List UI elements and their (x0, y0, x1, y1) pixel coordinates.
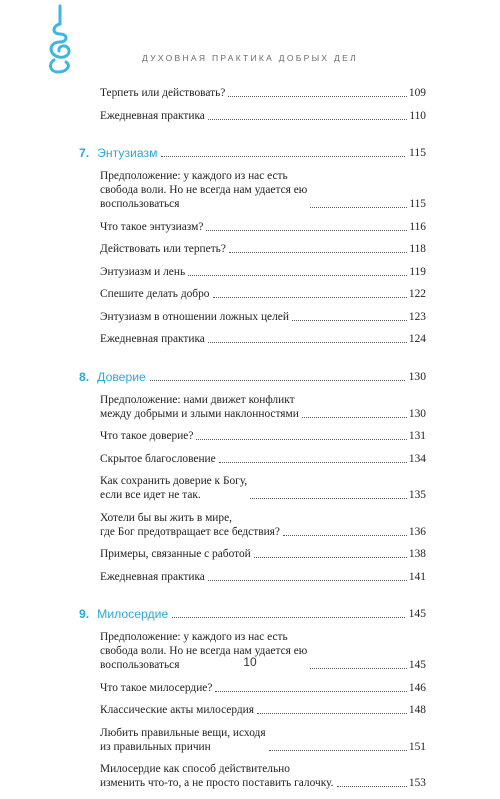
toc-entry-title (100, 220, 203, 234)
chapter-page: 145 (408, 607, 426, 620)
toc-entry-title-line: Ежедневная практика (100, 333, 205, 345)
toc-entry[interactable] (79, 474, 426, 502)
toc-entry-title-line: Предположение: нами движет конфликт (100, 393, 295, 406)
toc-entry-title (100, 681, 212, 695)
toc-entry-title-line: где Бог предотвращает все бедствия? (100, 525, 280, 538)
toc-entry-title-line: воспользоваться (100, 198, 180, 210)
toc-entry-title-line: изменить что-то, а не просто поставить галочку. (100, 777, 334, 789)
toc-entry-title-line: Что такое энтузиазм? (100, 220, 204, 233)
toc-entry-title-line: Энтузиазм в отношении ложных целей (100, 310, 289, 323)
dot-leader (161, 156, 405, 157)
toc-entry-page: 109 (408, 87, 426, 99)
toc-entry-title (100, 287, 210, 301)
dot-leader (283, 535, 407, 536)
toc-entry-title (100, 452, 216, 466)
toc-entry-page: 122 (408, 288, 426, 300)
toc-entry[interactable] (79, 726, 426, 754)
toc-entry-page: 124 (408, 333, 426, 345)
table-of-contents (79, 86, 426, 799)
dot-leader (337, 786, 407, 787)
toc-entry-page: 146 (408, 681, 426, 694)
toc-entry-title (100, 726, 266, 754)
toc-entry-page: 145 (408, 659, 426, 671)
toc-entry-page: 118 (409, 243, 426, 255)
toc-entry-page: 110 (409, 109, 426, 122)
toc-entry-title (100, 511, 280, 539)
chapter-number: 9. (79, 607, 90, 621)
chapter-page: 115 (409, 146, 426, 159)
toc-entry[interactable] (79, 287, 426, 301)
toc-entry-page: 141 (408, 570, 426, 583)
toc-entry-title-line: Как сохранить доверие к Богу, (100, 475, 248, 487)
toc-entry-page: 135 (408, 489, 426, 501)
toc-entry[interactable] (79, 703, 426, 717)
toc-entry-page: 136 (408, 525, 426, 538)
chapter-spacer (79, 592, 426, 606)
chapter-number: 8. (79, 369, 90, 384)
dot-leader (208, 342, 407, 343)
chapter-spacer (79, 355, 426, 369)
toc-entry-title-line: свобода воли. Но не всегда нам удается ею (100, 184, 308, 196)
dot-leader (206, 230, 407, 231)
dot-leader (208, 119, 407, 120)
page-number: 10 (243, 655, 257, 669)
toc-entry-title-line: Что такое доверие? (100, 430, 194, 442)
dot-leader (310, 207, 407, 208)
toc-entry-title-line: Предположение: у каждого из нас есть (100, 170, 288, 182)
toc-entry[interactable] (79, 429, 426, 443)
toc-entry-title-line: если все идет не так. (100, 489, 201, 501)
toc-entry-title-line: Что такое милосердие? (100, 681, 213, 694)
toc-entry-title (100, 429, 193, 443)
chapter-heading[interactable] (79, 606, 426, 622)
toc-entry-title-line: Классические акты милосердия (100, 704, 255, 716)
dot-leader (257, 713, 407, 714)
toc-entry-title-line: между добрыми и злыми наклонностями (100, 407, 299, 420)
chapter-title: Милосердие (97, 607, 169, 621)
toc-entry-title-line: Терпеть или действовать? (100, 87, 226, 99)
dot-leader (250, 498, 407, 499)
toc-entry-title (100, 547, 251, 561)
chapter-number: 7. (79, 146, 90, 160)
toc-entry-title-line: воспользоваться (100, 659, 180, 671)
chapter-page: 130 (408, 369, 426, 383)
toc-entry-page: 131 (408, 430, 426, 442)
toc-entry-page: 153 (408, 777, 426, 789)
chapter-title: Энтузиазм (97, 146, 158, 160)
toc-entry[interactable] (79, 332, 426, 346)
toc-entry[interactable] (79, 511, 426, 539)
toc-entry-title (100, 242, 226, 256)
toc-entry-title-line: Любить правильные вещи, исходя (100, 726, 266, 739)
toc-entry-title (100, 393, 299, 421)
toc-entry-title (100, 169, 307, 211)
dot-leader (229, 252, 407, 253)
toc-entry-title (100, 474, 247, 502)
dot-leader (302, 417, 407, 418)
chapter-heading[interactable] (79, 145, 426, 161)
dot-leader (228, 96, 407, 97)
dot-leader (292, 320, 407, 321)
toc-entry-title-line: Спешите делать добро (100, 288, 210, 300)
dot-leader (196, 439, 407, 440)
toc-entry-page: 123 (408, 310, 426, 323)
toc-entry[interactable] (79, 452, 426, 466)
dot-leader (150, 380, 405, 381)
toc-entry[interactable] (79, 109, 426, 123)
toc-entry[interactable] (79, 570, 426, 584)
dot-leader (215, 691, 407, 692)
dot-leader (188, 275, 407, 276)
toc-entry-title (100, 86, 225, 100)
toc-entry-title-line: Хотели бы вы жить в мире, (100, 511, 233, 524)
toc-entry-page: 115 (409, 198, 426, 210)
toc-entry[interactable] (79, 86, 426, 100)
dot-leader (269, 750, 407, 751)
toc-entry-title-line: Действовать или терпеть? (100, 243, 226, 255)
toc-entry-title-line: свобода воли. Но не всегда нам удается ею (100, 645, 308, 657)
toc-entry-page: 138 (408, 548, 426, 560)
toc-entry-title (100, 703, 254, 717)
toc-entry-title (100, 109, 205, 123)
toc-entry[interactable] (79, 762, 426, 790)
toc-entry-page: 151 (408, 740, 426, 753)
toc-entry-page: 119 (409, 265, 426, 278)
running-head: ДУХОВНАЯ ПРАКТИКА ДОБРЫХ ДЕЛ (142, 53, 358, 63)
toc-entry-title (100, 332, 205, 346)
chapter-title: Доверие (97, 369, 146, 384)
toc-entry[interactable] (79, 265, 426, 279)
dot-leader (219, 462, 407, 463)
toc-entry-title-line: Энтузиазм и лень (100, 265, 186, 278)
toc-entry-title (100, 310, 289, 324)
toc-entry-page: 130 (408, 407, 426, 420)
toc-entry-title-line: из правильных причин (100, 740, 211, 753)
toc-entry-title-line: Ежедневная практика (100, 109, 205, 122)
toc-entry[interactable] (79, 547, 426, 561)
toc-entry[interactable] (79, 169, 426, 211)
toc-entry[interactable] (79, 220, 426, 234)
toc-entry-page: 134 (408, 452, 426, 465)
toc-entry-title (100, 762, 334, 790)
toc-entry-title (100, 265, 185, 279)
toc-entry[interactable] (79, 242, 426, 256)
toc-entry[interactable] (79, 393, 426, 421)
toc-entry-title (100, 570, 205, 584)
toc-entry-title-line: Примеры, связанные с работой (100, 548, 251, 560)
chapter-spacer (79, 131, 426, 145)
toc-entry-title-line: Милосердие как способ действительно (100, 763, 290, 775)
toc-entry-page: 116 (409, 220, 426, 233)
toc-entry-title-line: Предположение: у каждого из нас есть (100, 631, 288, 643)
toc-entry-page: 148 (408, 704, 426, 716)
dot-leader (213, 297, 407, 298)
chapter-heading[interactable] (79, 369, 426, 385)
dot-leader (172, 617, 404, 618)
decorative-swirl-icon (44, 4, 76, 74)
toc-entry[interactable] (79, 681, 426, 695)
toc-entry-title-line: Скрытое благословение (100, 452, 216, 465)
toc-entry[interactable] (79, 310, 426, 324)
toc-entry-title-line: Ежедневная практика (100, 570, 205, 583)
dot-leader (254, 557, 407, 558)
dot-leader (208, 580, 407, 581)
